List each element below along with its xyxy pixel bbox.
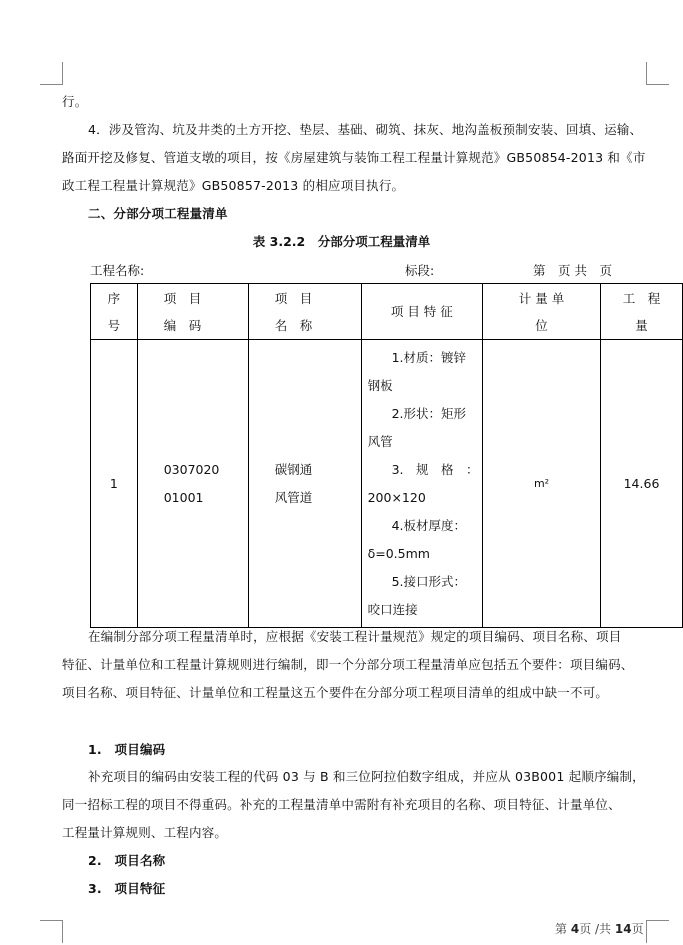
cell-text: 01001 <box>163 489 204 505</box>
feature-line: 2.形状：矩形 <box>391 405 467 421</box>
paragraph-line: 4．涉及管沟、坑及井类的土方开挖、垫层、基础、砌筑、抹灰、地沟盖板预制安装、回填、运输、 <box>88 122 643 137</box>
crop-mark-top-right <box>646 62 669 85</box>
paragraph-line: 政工程工程量计算规范》GB50857-2013 的相应项目执行。 <box>62 178 405 193</box>
table-header-row <box>91 284 683 340</box>
table-row <box>91 340 683 628</box>
cell-text: 风管道 <box>274 489 313 505</box>
feature-line: 咬口连接 <box>367 601 418 617</box>
section-label: 标段: <box>405 263 435 278</box>
paragraph-line: 项目名称、项目特征、计量单位和工程量这五个要件在分部分项工程项目清单的组成中缺一不可。 <box>62 685 609 700</box>
cell-name <box>248 340 361 628</box>
paragraph-line: 补充项目的编码由安装工程的代码 03 与 B 和三位阿拉伯数字组成，并应从 03B001 起顺序编制， <box>88 769 645 784</box>
feature-line: 4.板材厚度： <box>391 517 467 533</box>
header-text: 序 <box>107 290 121 306</box>
project-name-label: 工程名称: <box>90 263 145 278</box>
header-text: 计 量 单 <box>518 290 565 306</box>
header-text: 工 程 <box>622 290 661 306</box>
paragraph-line: 在编制分部分项工程量清单时，应根据《安装工程计量规范》规定的项目编码、项目名称、项目 <box>88 629 622 644</box>
feature-line: 200×120 <box>367 489 426 505</box>
header-feature: 项 目 特 征 <box>361 284 482 340</box>
feature-line: 3. 规 格 ： <box>391 461 479 477</box>
cell-unit: m² <box>483 340 601 628</box>
cell-feature <box>361 340 482 628</box>
bill-table <box>90 283 683 628</box>
section-heading: 二、分部分项工程量清单 <box>88 206 228 221</box>
paragraph-line: 工程量计算规则、工程内容。 <box>62 825 228 840</box>
footer-text: 页 /共 <box>579 922 615 936</box>
heading-item-code: 1. 项目编码 <box>88 742 166 757</box>
page-total: 14 <box>614 922 632 936</box>
feature-line: 风管 <box>367 433 393 449</box>
header-text: 项 目 <box>163 290 202 306</box>
header-text: 位 <box>535 317 548 333</box>
cell-seq: 1 <box>91 340 138 628</box>
feature-line: 5.接口形式： <box>391 573 467 589</box>
page-label: 第 页 共 页 <box>533 263 612 278</box>
crop-mark-top-left <box>40 62 63 85</box>
feature-line: 钢板 <box>367 377 393 393</box>
cell-text: 碳钢通 <box>274 461 313 477</box>
header-text: 编 码 <box>163 317 202 333</box>
footer-text: 第 <box>555 922 571 936</box>
header-name <box>248 284 361 340</box>
header-unit <box>483 284 601 340</box>
page-number: 4 <box>570 922 580 936</box>
header-text: 量 <box>635 317 648 333</box>
header-text: 名 称 <box>274 317 313 333</box>
heading-item-name: 2. 项目名称 <box>88 853 166 868</box>
cell-code <box>137 340 248 628</box>
header-text: 号 <box>107 317 121 333</box>
header-text: 项 目 <box>274 290 313 306</box>
cell-qty: 14.66 <box>601 340 683 628</box>
feature-line: 1.材质：镀锌 <box>391 349 467 365</box>
header-qty <box>601 284 683 340</box>
header-code <box>137 284 248 340</box>
table-caption: 表 3.2.2 分部分项工程量清单 <box>252 234 431 249</box>
page-footer <box>555 920 644 937</box>
header-seq <box>91 284 138 340</box>
heading-item-feature: 3. 项目特征 <box>88 881 166 896</box>
paragraph-line: 路面开挖及修复、管道支墩的项目，按《房屋建筑与装饰工程工程量计算规范》GB50854-2013 和《市 <box>62 150 646 165</box>
feature-line: δ=0.5mm <box>367 545 430 561</box>
crop-mark-bottom-left <box>40 920 63 943</box>
paragraph-line: 同一招标工程的项目不得重码。补充的工程量清单中需附有补充项目的名称、项目特征、计量单位、 <box>62 797 621 812</box>
paragraph-line: 特征、计量单位和工程量计算规则进行编制，即一个分部分项工程量清单应包括五个要件：项目编码、 <box>62 657 634 672</box>
paragraph-line: 行。 <box>62 94 88 109</box>
crop-mark-bottom-right <box>646 920 669 943</box>
cell-text: 0307020 <box>163 461 220 477</box>
footer-text: 页 <box>631 922 644 936</box>
